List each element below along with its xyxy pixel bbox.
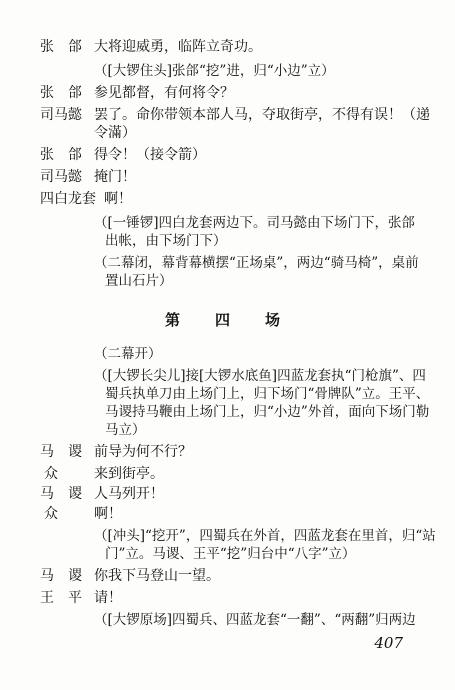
line-text: 人马列开！	[94, 486, 164, 502]
speaker-name: 张 郃	[40, 39, 82, 55]
direction-text: 蜀兵执单刀由上场门上，归下场门“骨牌队”立。王平、	[105, 386, 430, 402]
speaker-name: 王 平	[40, 590, 82, 606]
line-text: 前导为何不行？	[94, 444, 192, 460]
direction-text: （二幕开）	[94, 346, 162, 362]
speaker-name: 马 谡	[40, 444, 82, 460]
speaker-name: 司马懿	[40, 107, 82, 123]
direction-text: （[大锣原场]四蜀兵、四蓝龙套“一翻”、“两翻”归两边	[94, 612, 416, 628]
direction-text: （[大锣长尖儿]接[大锣水底鱼]四蓝龙套执“门枪旗”、四	[94, 368, 426, 384]
line-text: 大将迎威勇，临阵立奇功。	[94, 39, 262, 55]
line-text: 啊！	[94, 506, 122, 522]
line-text: 令滿）	[94, 125, 136, 141]
direction-text: （[冲头]“挖开”，四蜀兵在外首，四蓝龙套在里首，归“站	[94, 528, 436, 544]
line-text: 啊！	[104, 191, 132, 207]
line-text: 罢了。命你带领本部人马，夺取街亭，不得有误！（递	[94, 107, 430, 123]
line-text: 掩门！	[94, 169, 136, 185]
speaker-name: 张 郃	[40, 147, 82, 163]
speaker-name: 马 谡	[40, 486, 82, 502]
speaker-name: 众	[44, 506, 58, 522]
speaker-name: 众	[44, 466, 58, 482]
speaker-name: 张 郃	[40, 85, 82, 101]
speaker-name: 司马懿	[40, 169, 82, 185]
direction-text: （[一锤锣]四白龙套两边下。司马懿由下场门下，张郃	[94, 215, 416, 231]
direction-text: 出帐，由下场门下）	[105, 233, 227, 249]
direction-text: 马立）	[105, 422, 146, 438]
direction-text: （[大锣住头]张郃“挖”进，归“小边”立）	[94, 63, 335, 79]
line-text: 来到街亭。	[94, 466, 164, 482]
line-text: 请！	[94, 590, 122, 606]
line-text: 参见都督，有何将令？	[94, 85, 234, 101]
line-text: 你我下马登山一望。	[94, 568, 220, 584]
direction-text: 置山石片）	[105, 273, 173, 289]
line-text: 得令！（接令箭）	[94, 147, 206, 163]
direction-text: （二幕闭，幕背幕横摆“正场桌”，两边“骑马椅”，桌前	[94, 255, 419, 271]
direction-text: 马谡持马鞭由上场门上，归“小边”外首，面向下场门勒	[105, 404, 430, 420]
direction-text: 门”立。马谡、王平“挖”归台中“八字”立）	[105, 546, 356, 562]
page-number: 407	[374, 634, 403, 652]
speaker-name: 四白龙套	[40, 191, 96, 207]
scene-title: 第 四 场	[164, 311, 290, 329]
speaker-name: 马 谡	[40, 568, 82, 584]
